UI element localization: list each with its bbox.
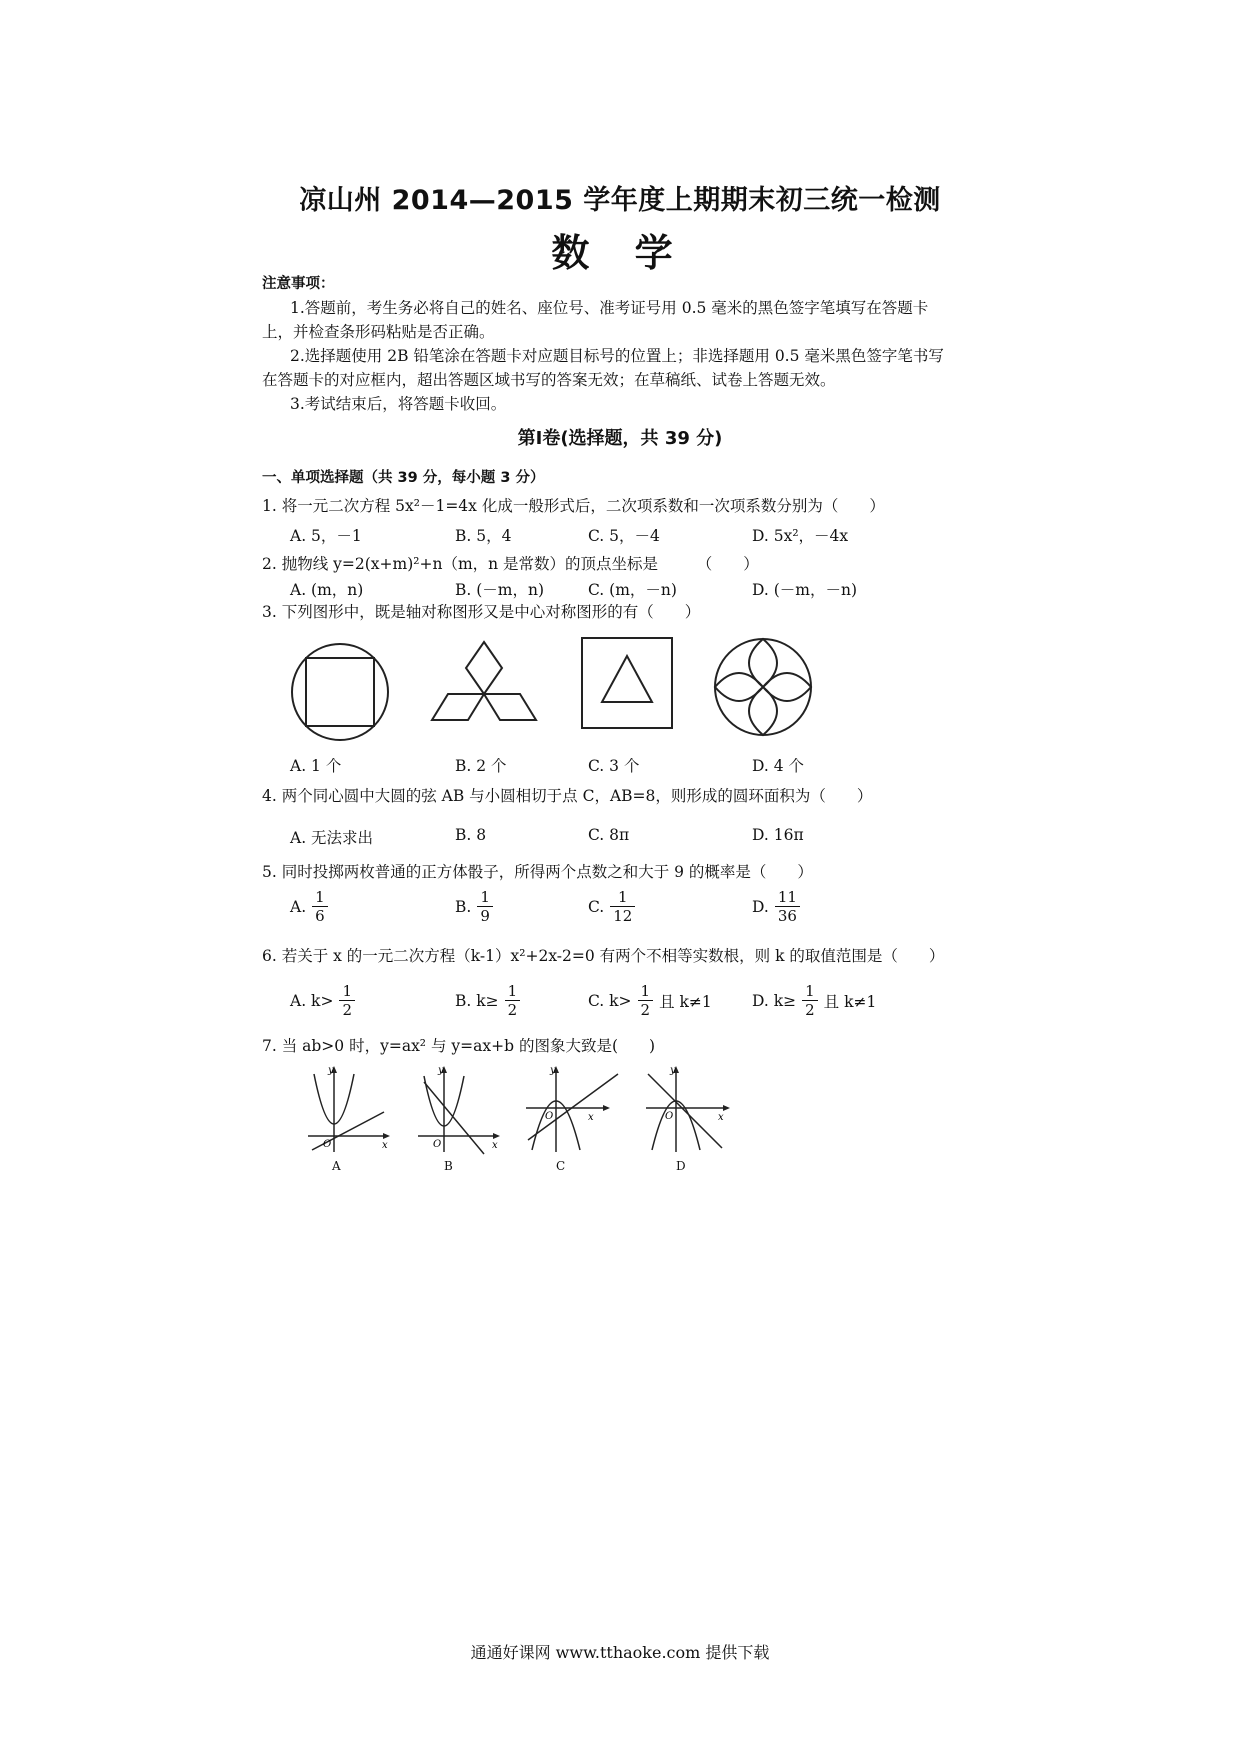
q6-option-d-fraction (802, 982, 818, 1019)
fraction-numerator: 1 (640, 982, 651, 1000)
x-axis-label: x (492, 1140, 498, 1151)
question-6-stem: 6. 若关于 x 的一元二次方程（k-1）x²+2x-2=0 有两个不相等实数根，则 k 的取值范围是（ ） (262, 947, 945, 965)
q6-option-b-fraction (505, 982, 521, 1019)
q1-option-c: C. 5，－4 (588, 527, 660, 545)
q2-option-b: B. (－m，n) (455, 581, 545, 599)
y-axis-label: y (328, 1065, 334, 1076)
fraction-numerator: 1 (507, 982, 518, 1000)
q5-option-d (752, 888, 800, 925)
origin-label: O (545, 1111, 554, 1122)
section-title: 一、单项选择题（共 39 分，每小题 3 分） (262, 470, 545, 486)
x-axis-label: x (718, 1112, 724, 1123)
part-title: 第Ⅰ卷(选择题，共 39 分) (517, 428, 723, 449)
exam-title: 凉山州 2014—2015 学年度上期期末初三统一检测 (299, 185, 941, 216)
q6-option-b (455, 982, 526, 1019)
q6-option-b-label: B. k≥ (455, 991, 499, 1010)
notice-heading: 注意事项： (262, 276, 335, 292)
q6-option-d-suffix: 且 k≠1 (823, 992, 877, 1011)
x-axis-label: x (588, 1112, 594, 1123)
q2-option-c: C. (m，－n) (588, 581, 677, 599)
subject-title: 数 学 (551, 230, 689, 275)
fraction-denominator: 12 (610, 906, 635, 925)
q2-option-d: D. (－m，－n) (752, 581, 858, 599)
graph-b (414, 1064, 504, 1156)
q2-option-a: A. (m，n) (290, 581, 364, 599)
q6-option-a-label: A. k> (290, 991, 334, 1010)
figure-circle-petals (712, 636, 814, 738)
q4-option-d: D. 16π (752, 826, 804, 844)
origin-label: O (665, 1111, 674, 1122)
q7-label-d: D (676, 1159, 686, 1173)
fraction-denominator: 2 (802, 1000, 818, 1019)
question-5-stem: 5. 同时投掷两枚普通的正方体骰子，所得两个点数之和大于 9 的概率是（ ） (262, 863, 813, 881)
question-2-stem: 2. 抛物线 y=2(x+m)²+n（m，n 是常数）的顶点坐标是 （ ） (262, 555, 759, 573)
q4-option-a: A. 无法求出 (290, 829, 374, 847)
q7-label-a: A (332, 1159, 341, 1173)
fraction-denominator: 2 (638, 1000, 654, 1019)
q1-option-d: D. 5x²，－4x (752, 527, 849, 545)
q5-option-b-label: B. (455, 897, 472, 916)
graph-a (304, 1064, 394, 1156)
q6-option-d-label: D. k≥ (752, 991, 797, 1010)
origin-label: O (433, 1139, 442, 1150)
q3-option-a: A. 1 个 (290, 757, 342, 775)
notice-item-3: 3.考试结束后，将答题卡收回。 (290, 395, 507, 413)
y-axis-label: y (670, 1065, 676, 1076)
figure-square-triangle (580, 636, 676, 732)
q6-option-c-suffix: 且 k≠1 (659, 992, 712, 1011)
fraction-denominator: 2 (339, 1000, 355, 1019)
figure-three-rhombi (428, 636, 540, 748)
q5-option-a-label: A. (290, 897, 307, 916)
q5-option-c-fraction (610, 888, 635, 925)
question-7-stem: 7. 当 ab>0 时，y=ax² 与 y=ax+b 的图象大致是( ) (262, 1037, 656, 1055)
question-3-stem: 3. 下列图形中，既是轴对称图形又是中心对称图形的有（ ） (262, 603, 701, 621)
q1-option-b: B. 5，4 (455, 527, 512, 545)
q6-option-c (588, 982, 712, 1019)
graph-c (522, 1062, 622, 1156)
q5-option-b-fraction (477, 888, 493, 925)
fraction-numerator: 1 (315, 888, 325, 906)
fraction-denominator: 9 (477, 906, 493, 925)
x-axis-label: x (382, 1140, 388, 1151)
graph-d (642, 1062, 742, 1156)
q3-option-b: B. 2 个 (455, 757, 507, 775)
q6-option-a (290, 982, 361, 1019)
q6-option-c-label: C. k> (588, 991, 632, 1010)
question-4-stem: 4. 两个同心圆中大圆的弦 AB 与小圆相切于点 C，AB=8，则形成的圆环面积为（ ） (262, 787, 873, 805)
q5-option-a (290, 888, 328, 925)
q5-option-d-fraction (775, 888, 800, 925)
fraction-numerator: 1 (805, 982, 815, 1000)
q7-label-c: C (556, 1159, 566, 1173)
footer-source: 通通好课网 www.tthaoke.com 提供下载 (470, 1643, 770, 1662)
figure-circle-square (288, 640, 392, 744)
notice-item-1: 1.答题前，考生务必将自己的姓名、座位号、准考证号用 0.5 毫米的黑色签字笔填写在答题卡上，并检查条形码粘贴是否正确。 (262, 299, 929, 341)
q5-option-c (588, 888, 635, 925)
fraction-numerator: 1 (342, 982, 352, 1000)
fraction-numerator: 11 (777, 888, 797, 906)
q4-option-c: C. 8π (588, 826, 630, 844)
q5-option-c-label: C. (588, 897, 605, 916)
q7-label-b: B (444, 1159, 453, 1173)
question-1-stem: 1. 将一元二次方程 5x²－1=4x 化成一般形式后，二次项系数和一次项系数分别为（ ） (262, 497, 885, 515)
origin-label: O (323, 1139, 332, 1150)
fraction-denominator: 36 (775, 906, 800, 925)
fraction-denominator: 2 (505, 1000, 521, 1019)
q4-option-b: B. 8 (455, 826, 487, 844)
notice-item-2: 2.选择题使用 2B 铅笔涂在答题卡对应题目标号的位置上；非选择题用 0.5 毫米黑色签字笔书写在答题卡的对应框内，超出答题区域书写的答案无效；在草稿纸、试卷上答题无效。 (262, 347, 944, 389)
y-axis-label: y (438, 1065, 444, 1076)
y-axis-label: y (550, 1065, 556, 1076)
q5-option-d-label: D. (752, 897, 769, 916)
q6-option-c-fraction (638, 982, 654, 1019)
q5-option-a-fraction (312, 888, 328, 925)
fraction-numerator: 1 (618, 888, 628, 906)
q3-option-c: C. 3 个 (588, 757, 640, 775)
q5-option-b (455, 888, 493, 925)
fraction-denominator: 6 (312, 906, 328, 925)
q6-option-a-fraction (339, 982, 355, 1019)
fraction-numerator: 1 (480, 888, 490, 906)
q6-option-d (752, 982, 876, 1019)
q3-option-d: D. 4 个 (752, 757, 805, 775)
q1-option-a: A. 5，－1 (290, 527, 362, 545)
